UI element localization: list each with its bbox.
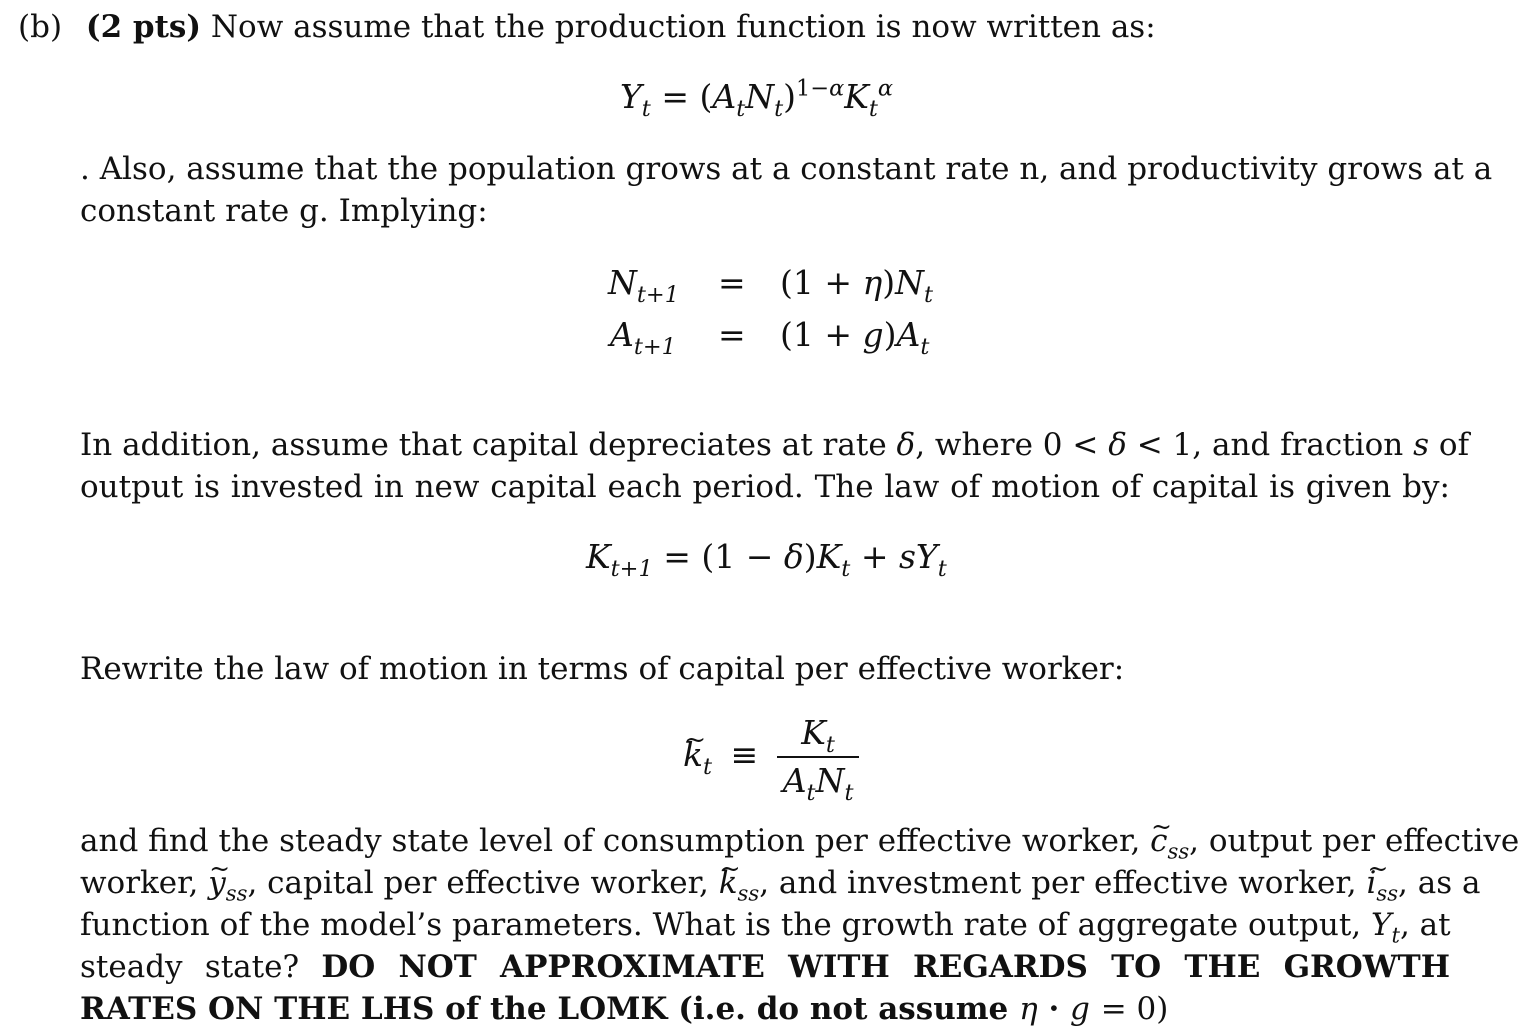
find-paragraph-line-1: and find the steady state level of consumption per effective worker, ~ $c_{ss}$, output per effective — [80, 820, 1450, 862]
growth-paragraph-line-2: constant rate g. Implying: — [80, 193, 488, 229]
instruction-bold-1: DO NOT APPROXIMATE WITH REGARDS TO THE GROWTH — [321, 949, 1450, 985]
fraction: $\frac{K_t}{A_tN_t}$ — [777, 712, 860, 802]
population-growth-equals: = — [718, 263, 746, 302]
steady-state-question: steady state? — [80, 949, 300, 985]
productivity-growth-rhs: $(1 + g)A_t$ — [780, 315, 930, 360]
intro-text: Now assume that the production function is now written as: — [210, 9, 1156, 45]
growth-paragraph-line-1: . Also, assume that the population grows at a constant rate n, and productivity grows at a — [80, 151, 1493, 187]
find-paragraph-line-2: worker, ~ $y_{ss}$, capital per effective worker, ~ $k_{ss}$, and investment per effective worker, ~ $i_{ss}$, as a — [80, 862, 1450, 904]
points-label: (2 pts) — [85, 9, 202, 45]
capital-per-effective-worker-equation: ~ $k_t$ ≡ $\frac{K_t}{A_tN_t}$ — [683, 712, 859, 802]
find-paragraph-line-4 — [80, 946, 1450, 988]
productivity-growth-equals: = — [718, 315, 746, 354]
question-heading — [18, 6, 1156, 48]
population-growth-rhs: $(1 + \eta)N_t$ — [780, 263, 934, 308]
population-growth-lhs: $N_{t+1}$ — [608, 263, 679, 308]
production-function-equation: $Y_t = (A_tN_t)^{1-\alpha}K_t^\alpha$ — [620, 75, 894, 122]
capital-paragraph-line-2: output is invested in new capital each period. The law of motion of capital is given by: — [80, 469, 1450, 505]
rewrite-paragraph: Rewrite the law of motion in terms of capital per effective worker: — [80, 651, 1125, 687]
capital-paragraph-line-1: In addition, assume that capital depreciates at rate δ, where 0 < δ < 1, and fraction s of — [80, 427, 1470, 463]
productivity-growth-lhs: $A_{t+1}$ — [610, 315, 676, 360]
part-label: (b) — [18, 9, 63, 45]
find-paragraph-line-3: function of the model’s parameters. What is the growth rate of aggregate output, $Y_t$, at — [80, 907, 1451, 948]
law-of-motion-equation: $K_{t+1} = (1 - \delta)K_t + sY_t$ — [586, 537, 947, 582]
instruction-bold-2: RATES ON THE LHS of the LOMK (i.e. do not assume η · g = 0) — [80, 991, 1169, 1027]
